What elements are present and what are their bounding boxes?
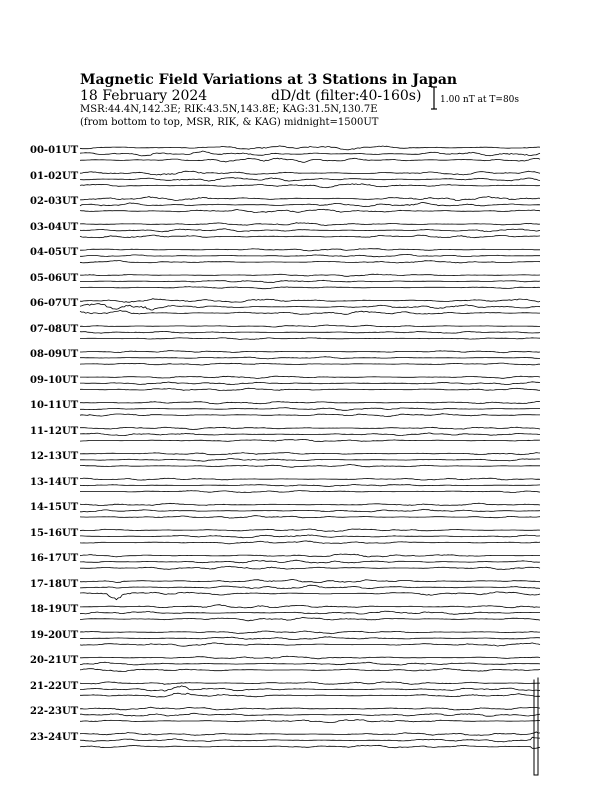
trace-kag	[80, 682, 540, 684]
hour-label: 02-03UT	[30, 196, 79, 207]
trace-msr	[80, 388, 540, 390]
hour-label: 09-10UT	[30, 374, 79, 386]
hour-label: 14-15UT	[30, 502, 79, 513]
hour-label: 00-01UT	[30, 145, 79, 156]
trace-msr	[80, 261, 540, 263]
hour-label: 20-21UT	[30, 655, 79, 666]
trace-kag	[80, 732, 540, 735]
chart-title: Magnetic Field Variations at 3 Stations in Japan	[80, 72, 458, 88]
trace-rik	[80, 433, 540, 436]
trace-rik	[80, 637, 540, 640]
station-order-note: (from bottom to top, MSR, RIK, & KAG) midnight=1500UT	[80, 117, 379, 128]
scale-label: 1.00 nT at T=80s	[440, 95, 520, 105]
trace-rik	[80, 713, 540, 716]
trace-rik	[80, 280, 540, 282]
trace-msr	[80, 338, 540, 340]
trace-kag	[80, 197, 540, 201]
trace-rik	[80, 611, 540, 614]
trace-kag	[80, 579, 540, 582]
hour-label: 21-22UT	[30, 680, 79, 692]
hour-label: 04-05UT	[30, 247, 79, 258]
trace-msr	[80, 414, 540, 417]
trace-rik	[80, 382, 540, 385]
trace-kag	[80, 351, 540, 353]
trace-rik	[80, 686, 540, 691]
hour-label: 10-11UT	[30, 400, 79, 411]
station-coordinates: MSR:44.4N,142.3E; RIK:43.5N,143.8E; KAG:31.5N,130.7E	[80, 104, 378, 115]
trace-kag	[80, 325, 540, 327]
trace-rik	[80, 484, 540, 486]
trace-kag	[80, 146, 540, 150]
trace-msr	[80, 465, 540, 468]
trace-kag	[80, 249, 540, 251]
hour-label: 11-12UT	[30, 425, 79, 437]
trace-msr	[80, 566, 540, 569]
hour-label: 18-19UT	[30, 604, 79, 615]
trace-rik	[80, 585, 540, 588]
hour-label: 01-02UT	[30, 170, 79, 182]
hour-label: 07-08UT	[30, 323, 79, 335]
hour-label: 08-09UT	[30, 349, 79, 360]
trace-rik	[80, 560, 540, 563]
trace-msr	[80, 209, 540, 212]
trace-kag	[80, 631, 540, 634]
trace-msr	[80, 516, 540, 518]
trace-msr	[80, 363, 540, 365]
trace-msr	[80, 235, 540, 238]
trace-kag	[80, 478, 540, 480]
trace-kag	[80, 605, 540, 608]
trace-msr	[80, 720, 540, 723]
trace-kag	[80, 401, 540, 404]
trace-rik	[80, 229, 540, 232]
trace-kag	[80, 376, 540, 378]
hour-label: 03-04UT	[30, 221, 79, 233]
hour-label: 17-18UT	[30, 578, 79, 590]
hour-label: 19-20UT	[30, 629, 79, 641]
trace-rik	[80, 304, 540, 310]
trace-msr	[80, 693, 540, 697]
trace-rik	[80, 357, 540, 359]
trace-msr	[80, 643, 540, 646]
trace-msr	[80, 592, 540, 600]
trace-kag	[80, 707, 540, 710]
hour-label: 13-14UT	[30, 476, 79, 488]
hour-label: 23-24UT	[30, 731, 79, 743]
trace-msr	[80, 439, 540, 441]
trace-kag	[80, 223, 540, 226]
trace-kag	[80, 274, 540, 276]
hour-label: 15-16UT	[30, 527, 79, 539]
trace-rik	[80, 203, 540, 207]
trace-rik	[80, 408, 540, 411]
trace-kag	[80, 554, 540, 557]
trace-rik	[80, 737, 540, 742]
trace-rik	[80, 331, 540, 333]
trace-kag	[80, 529, 540, 531]
trace-kag	[80, 453, 540, 455]
spike-mark	[534, 678, 538, 776]
hour-label: 06-07UT	[30, 298, 79, 309]
trace-msr	[80, 287, 540, 289]
trace-kag	[80, 299, 540, 303]
hour-label: 12-13UT	[30, 451, 79, 462]
chart-date: 18 February 2024	[80, 88, 208, 104]
trace-msr	[80, 491, 540, 493]
hour-label: 16-17UT	[30, 553, 79, 564]
trace-rik	[80, 535, 540, 538]
trace-rik	[80, 459, 540, 462]
trace-msr	[80, 184, 540, 188]
hour-label: 05-06UT	[30, 272, 79, 284]
trace-kag	[80, 503, 540, 505]
trace-msr	[80, 541, 540, 544]
trace-msr	[80, 745, 540, 748]
trace-msr	[80, 310, 540, 314]
trace-kag	[80, 171, 540, 175]
trace-rik	[80, 151, 540, 156]
trace-kag	[80, 656, 540, 659]
trace-msr	[80, 158, 540, 162]
hour-label: 22-23UT	[30, 706, 79, 717]
trace-rik	[80, 178, 540, 182]
filter-label: dD/dt (filter:40-160s)	[271, 88, 422, 104]
trace-rik	[80, 509, 540, 512]
trace-kag	[80, 427, 540, 429]
trace-rik	[80, 662, 540, 665]
trace-msr	[80, 618, 540, 621]
trace-msr	[80, 668, 540, 671]
trace-rik	[80, 254, 540, 256]
